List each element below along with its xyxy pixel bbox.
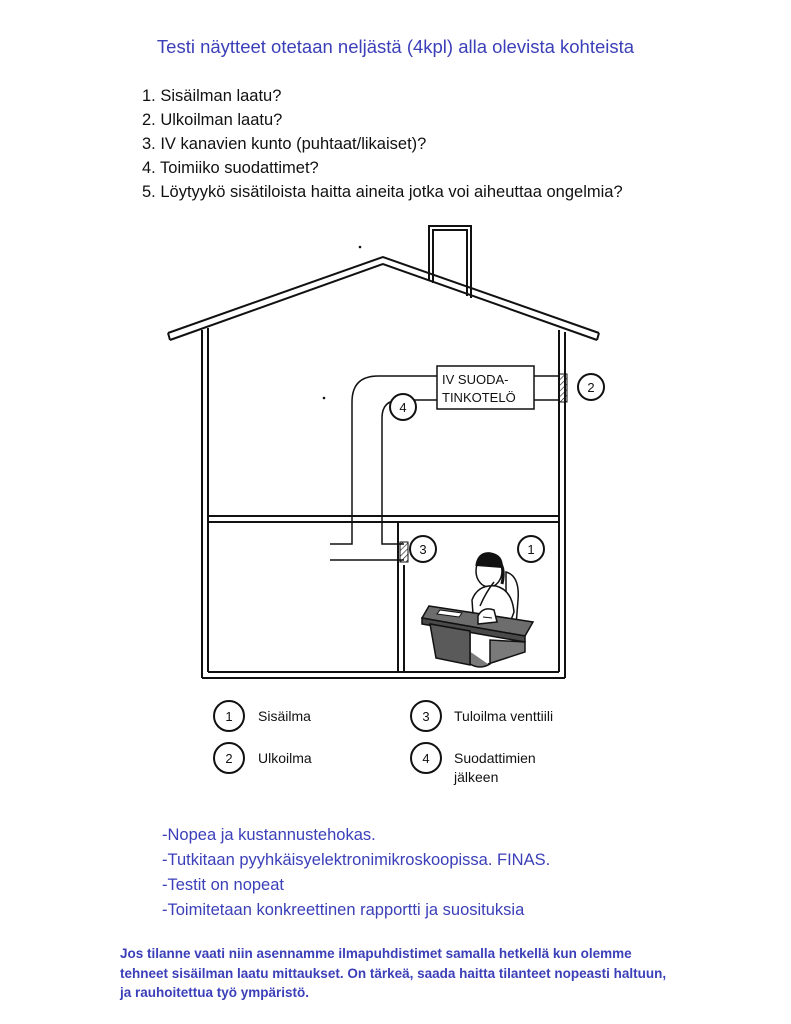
supply-air-valve — [400, 542, 408, 562]
page-title: Testi näytteet otetaan neljästä (4kpl) alla olevista kohteista — [156, 36, 635, 57]
office-worker-illustration — [422, 553, 533, 667]
legend-marker-1 — [214, 701, 244, 731]
benefit-item: -Testit on nopeat — [162, 876, 284, 894]
marker-2 — [578, 374, 604, 400]
question-item: 2. Ulkoilman laatu? — [142, 111, 283, 129]
marker-1-label: 1 — [527, 542, 535, 557]
legend-label-3: Tuloilma venttiili — [454, 708, 554, 724]
marker-2-label: 2 — [587, 380, 595, 395]
benefit-list — [162, 823, 550, 923]
ventilation-duct — [330, 376, 437, 560]
marker-1 — [518, 536, 544, 562]
legend-marker-3 — [411, 701, 441, 731]
legend-marker-4-num: 4 — [422, 751, 430, 766]
legend-marker-3-num: 3 — [422, 709, 430, 724]
legend-marker-1-num: 1 — [225, 709, 233, 724]
benefit-item: -Nopea ja kustannustehokas. — [162, 826, 376, 844]
legend-label-2: Ulkoilma — [258, 750, 312, 766]
footer-note: Jos tilanne vaati niin asennamme ilmapuhdistimet samalla hetkellä kun olemme tehneet sisäilman laatu mittaukset. On tärkeä, saada haitta tilanteet nopeasti haltuun, ja rauhoitettua työ ympäristö. — [120, 946, 667, 1000]
question-item: 4. Toimiiko suodattimet? — [142, 159, 319, 177]
legend-label-1: Sisäilma — [258, 708, 311, 724]
filter-box-label-line1: IV SUODA- — [442, 372, 509, 387]
question-item: 1. Sisäilman laatu? — [142, 87, 282, 105]
legend-marker-4 — [411, 743, 441, 773]
outdoor-air-grille — [559, 374, 567, 402]
outdoor-air-duct — [534, 376, 559, 400]
question-item: 5. Löytyykö sisätiloista haitta aineita jotka voi aiheuttaa ongelmia? — [142, 183, 623, 201]
question-item: 3. IV kanavien kunto (puhtaat/likaiset)? — [142, 135, 427, 153]
legend-label-4 — [454, 749, 536, 787]
roof — [168, 257, 599, 340]
marker-3 — [410, 536, 436, 562]
legend-label-4-line2: jälkeen — [454, 769, 499, 785]
filter-box-label-line2: TINKOTELÖ — [442, 390, 516, 405]
stray-dot — [359, 246, 362, 249]
legend-marker-2-num: 2 — [225, 751, 233, 766]
marker-4 — [390, 394, 416, 420]
stray-dot — [323, 397, 326, 400]
benefit-item: -Toimitetaan konkreettinen rapportti ja suosituksia — [162, 901, 525, 919]
marker-4-label: 4 — [399, 400, 407, 415]
legend-marker-2 — [214, 743, 244, 773]
marker-3-label: 3 — [419, 542, 427, 557]
legend-label-4-line1: Suodattimien — [454, 750, 536, 766]
benefit-item: -Tutkitaan pyyhkäisyelektronimikroskoopissa. FINAS. — [162, 851, 551, 869]
